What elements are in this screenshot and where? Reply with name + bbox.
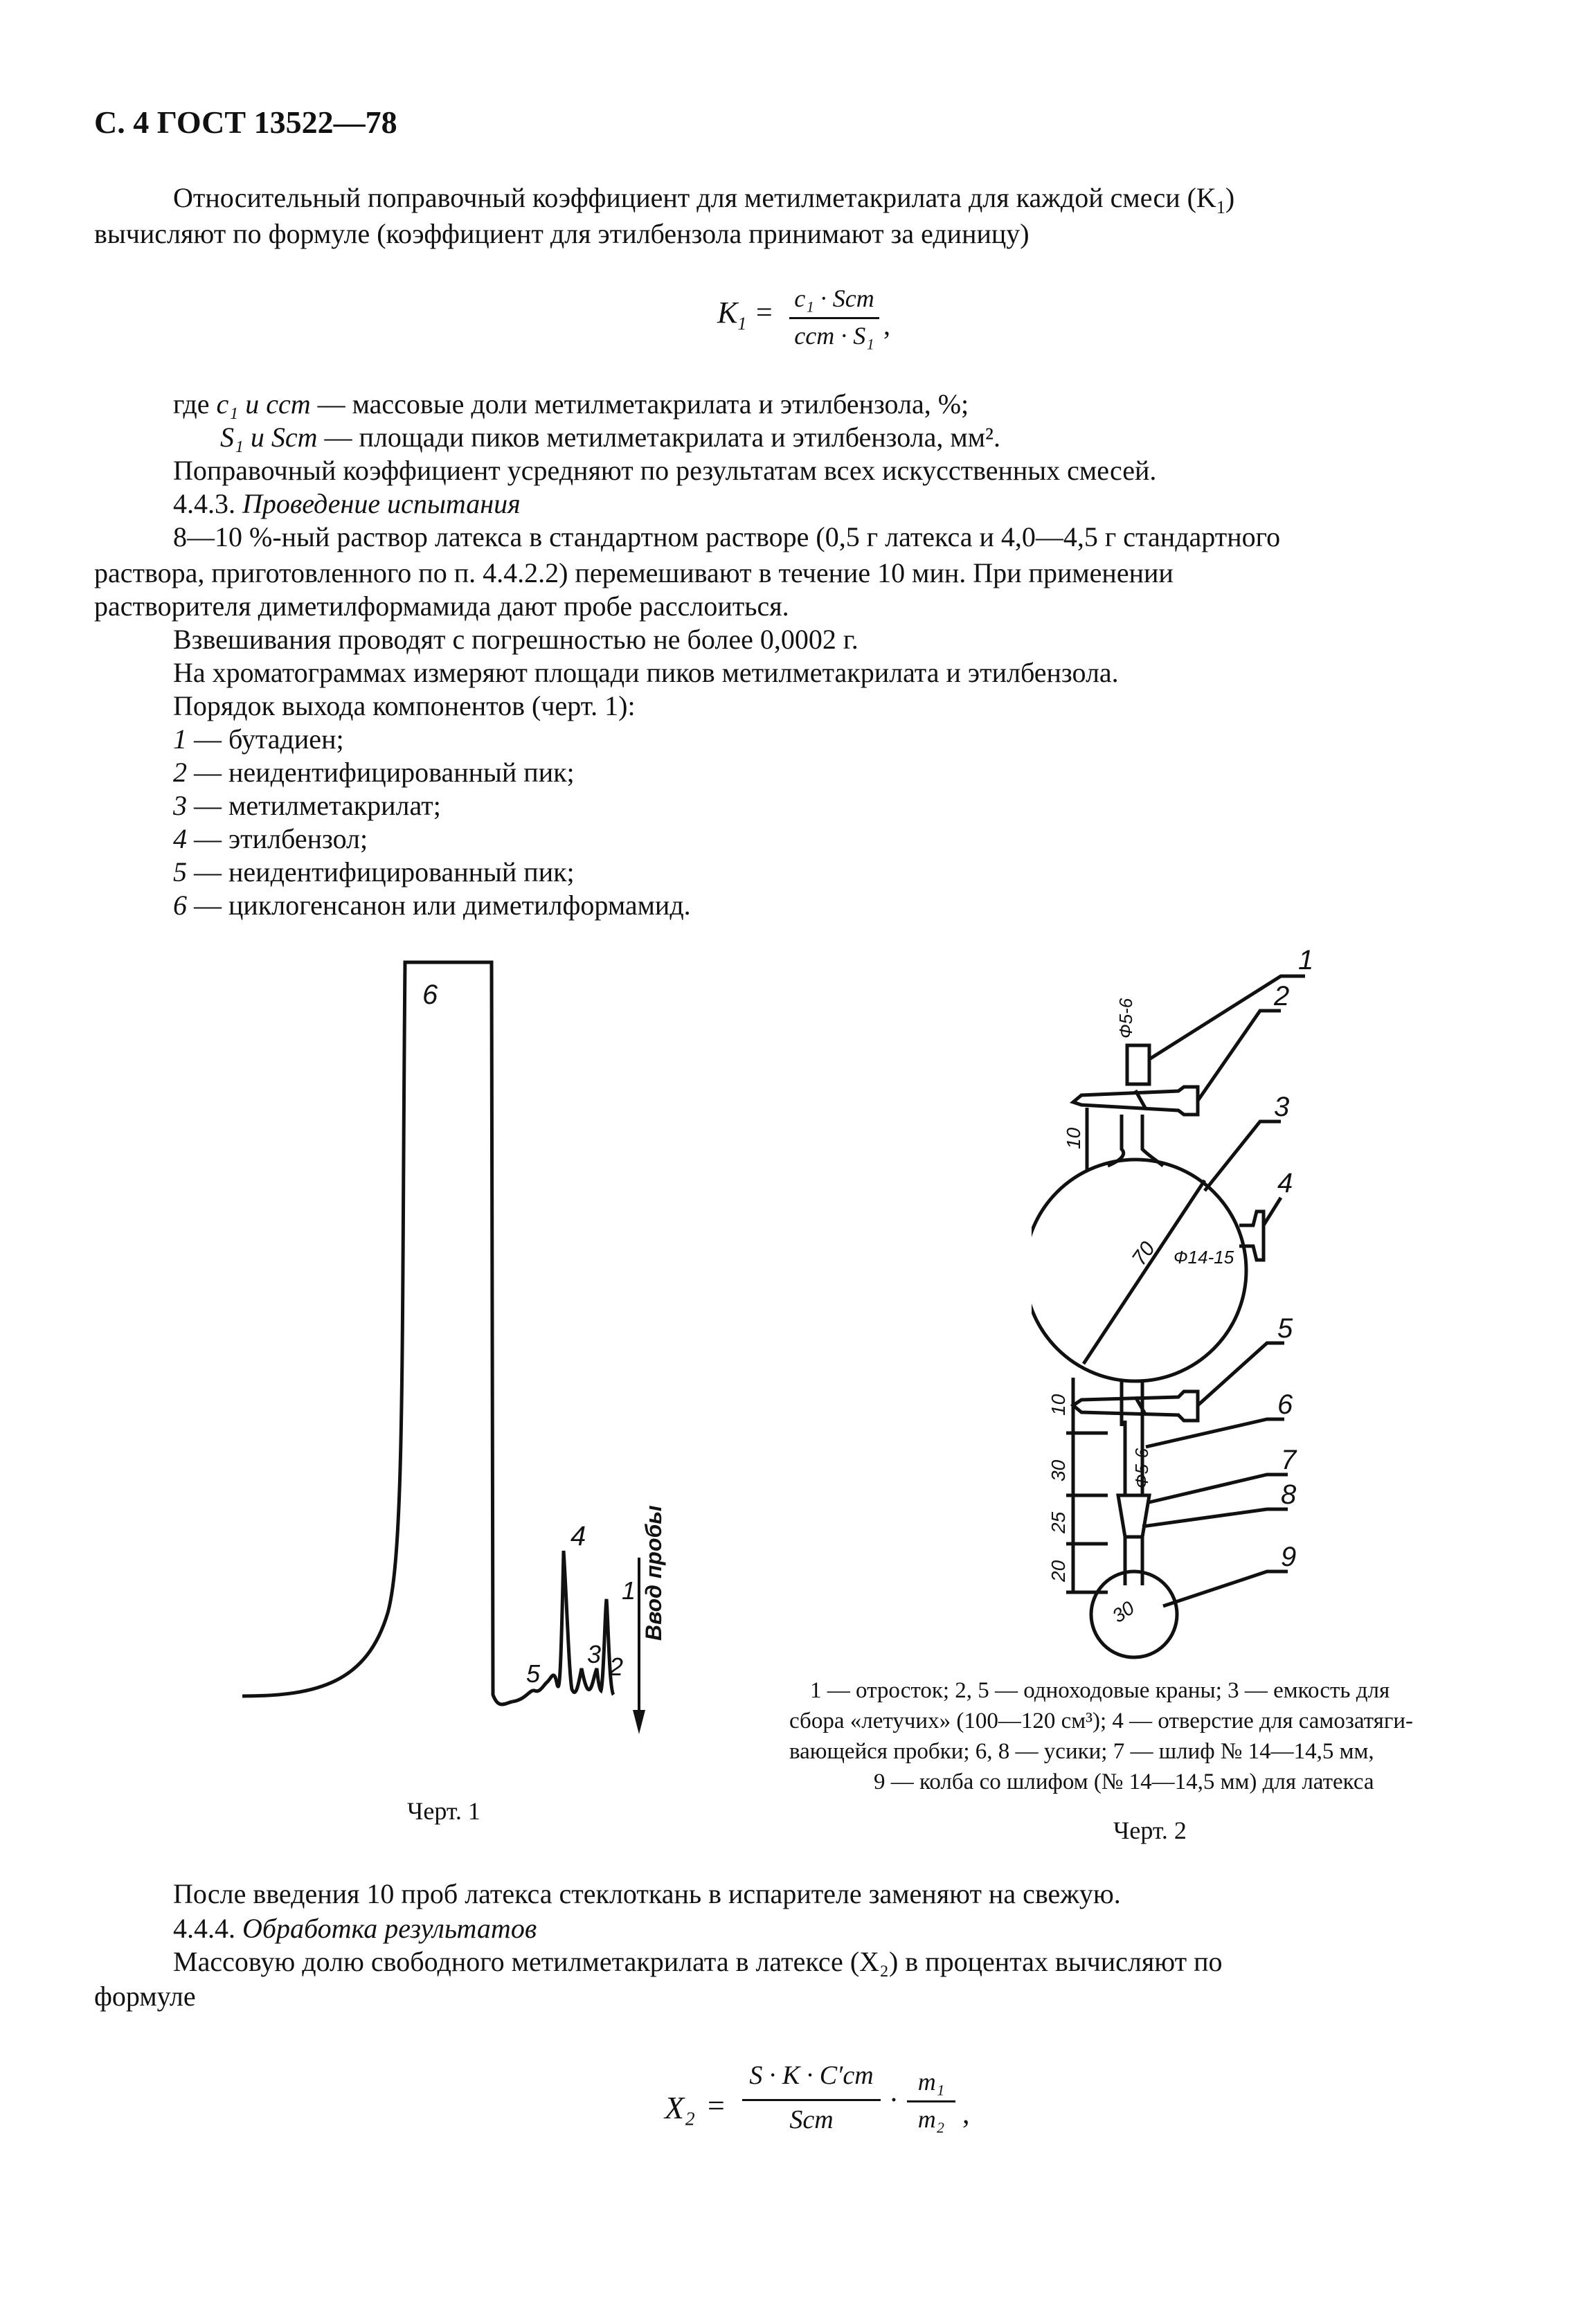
formula2-lhs: X₂ xyxy=(665,2090,696,2125)
dim-70-line xyxy=(1084,1180,1205,1364)
formula2-fraction-bar-2 xyxy=(907,2100,955,2102)
callout-6: 6 xyxy=(1277,1389,1293,1420)
leader-2 xyxy=(1198,1011,1281,1101)
dim-20-label: 20 xyxy=(1048,1560,1069,1582)
peak-4-label: 4 xyxy=(570,1521,586,1551)
callout-3: 3 xyxy=(1274,1092,1290,1122)
where-line-2 xyxy=(220,421,1000,454)
top-tube xyxy=(1127,1045,1149,1084)
formula1-fraction-bar xyxy=(789,317,879,319)
where-prefix: где xyxy=(173,388,210,420)
where-line-1 xyxy=(173,388,969,421)
component-item: 4 — этилбензол; xyxy=(173,823,368,854)
intro-line-2: вычисляют по формуле (коэффициент для этилбензола принимают за единицу) xyxy=(94,218,1030,249)
leader-9 xyxy=(1163,1571,1288,1606)
chromatogram-figure xyxy=(235,948,678,1751)
component-item: 6 — циклогенсанон или диметилформамид. xyxy=(173,890,691,921)
dim-phi-14-15: Ф14-15 xyxy=(1174,1247,1234,1268)
formula2-numerator-1: S · K · C′ст xyxy=(749,2061,874,2090)
dim-phi-5-6-lower: Ф5-6 xyxy=(1131,1448,1152,1488)
leader-3 xyxy=(1205,1122,1281,1191)
leader-6 xyxy=(1146,1419,1284,1447)
injection-label: Ввод пробы xyxy=(641,1505,666,1641)
avg-paragraph: Поправочный коэффициент усредняют по результатам всех искусственных смесей. xyxy=(173,455,1157,486)
leader-7 xyxy=(1149,1475,1288,1502)
side-port xyxy=(1239,1211,1264,1260)
callout-7: 7 xyxy=(1281,1445,1297,1475)
callout-4: 4 xyxy=(1277,1168,1293,1198)
callout-9: 9 xyxy=(1281,1542,1297,1572)
formula2-equals: = xyxy=(708,2089,725,2123)
mass-paragraph-line-1: Массовую долю свободного метилметакрилата в латексе (X₂) в процентах вычисляют по xyxy=(173,1946,1223,1977)
weigh-paragraph: Взвешивания проводят с погрешностью не более 0,0002 г. xyxy=(173,624,859,655)
glass-paragraph: После введения 10 проб латекса стеклоткань в испарителе заменяют на свежую. xyxy=(173,1878,1121,1909)
peak-6-label: 6 xyxy=(422,980,438,1010)
where-text-s: — площади пиков метилметакрилата и этилбензола, мм². xyxy=(324,422,1001,453)
figure-1-caption: Черт. 1 xyxy=(407,1797,480,1825)
figure-2-legend-line: 1 — отросток; 2, 5 — одноходовые краны; 3 — емкость для xyxy=(810,1678,1390,1703)
peak-1-label: 1 xyxy=(622,1576,636,1605)
figure-2-legend-line: вающейся пробки; 6, 8 — усики; 7 — шлиф № 14—14,5 мм, xyxy=(789,1739,1374,1764)
upper-neck-left xyxy=(1108,1115,1124,1166)
peak-6-trace xyxy=(242,962,512,1704)
figure-2-caption: Черт. 2 xyxy=(1113,1817,1187,1844)
intro-line-1-end: ) xyxy=(1225,182,1235,213)
formula2-denominator-1: Sст xyxy=(789,2105,834,2134)
formula2-denominator-2: m₂ xyxy=(917,2105,945,2133)
section-4-4-3-title: Проведение испытания xyxy=(242,488,521,519)
dim-10-top-label: 10 xyxy=(1063,1127,1084,1149)
collection-sphere xyxy=(1032,1160,1246,1381)
chrom-paragraph: На хроматограммах измеряют площади пиков метилметакрилата и этилбензола. xyxy=(173,657,1119,688)
formula2-dot: · xyxy=(889,2084,899,2116)
where-text-c: — массовые доли метилметакрилата и этилбензола, %; xyxy=(317,388,969,420)
upper-neck-right xyxy=(1142,1115,1163,1166)
section-4-4-4 xyxy=(173,1912,537,1945)
formula2-comma: , xyxy=(962,2098,970,2130)
where-vars-s: S₁ и Sст xyxy=(220,422,318,453)
ground-joint xyxy=(1118,1495,1149,1537)
callout-2: 2 xyxy=(1274,981,1290,1011)
section-4-4-4-number: 4.4.4. xyxy=(173,1913,235,1944)
component-item: 5 — неидентифицированный пик; xyxy=(173,856,575,888)
peak-3-label: 3 xyxy=(587,1640,602,1668)
section-4-4-4-title: Обработка результатов xyxy=(242,1913,537,1944)
test-paragraph-line-2: раствора, приготовленного по п. 4.4.2.2) перемешивают в течение 10 мин. При применении xyxy=(94,557,1174,588)
formula1-lhs: $K_1$ xyxy=(717,296,747,334)
dim-70-label: 70 xyxy=(1127,1237,1160,1270)
test-paragraph-line-3: растворителя диметилформамида дают пробе расслоиться. xyxy=(94,591,789,622)
component-item: 2 — неидентифицированный пик; xyxy=(173,757,575,788)
mass-paragraph-line-2: формуле xyxy=(94,1981,196,2012)
formula1-numerator: c₁ · Sст xyxy=(794,285,874,312)
dim-25-label: 25 xyxy=(1048,1511,1069,1533)
flask-neck xyxy=(1125,1537,1142,1585)
where-vars-c: c₁ и cст xyxy=(216,388,311,420)
injection-arrow-head xyxy=(633,1710,645,1734)
figure-2-legend-line: сбора «летучих» (100—120 см³); 4 — отверстие для самозатяги- xyxy=(789,1709,1414,1733)
callout-1: 1 xyxy=(1298,948,1314,975)
callout-8: 8 xyxy=(1281,1479,1297,1510)
component-item: 3 — метилметакрилат; xyxy=(173,790,441,821)
peak-2-label: 2 xyxy=(609,1652,624,1681)
page-header: С. 4 ГОСТ 13522—78 xyxy=(94,105,397,140)
order-paragraph: Порядок выхода компонентов (черт. 1): xyxy=(173,690,636,721)
section-4-4-3 xyxy=(173,487,521,521)
test-paragraph-line-1: 8—10 %-ный раствор латекса в стандартном растворе (0,5 г латекса и 4,0—4,5 г стандартного xyxy=(173,521,1281,552)
peak-5-label: 5 xyxy=(526,1659,541,1688)
formula2-fraction-bar-1 xyxy=(742,2099,881,2101)
leader-8 xyxy=(1142,1509,1288,1526)
intro-line-1-text: Относительный поправочный коэффициент для метилметакрилата для каждой смеси (K xyxy=(173,182,1216,213)
component-item: 1 — бутадиен; xyxy=(173,723,344,755)
formula1-comma: , xyxy=(883,309,890,341)
formula1-denominator: cст · S₁ xyxy=(794,322,874,350)
section-4-4-3-number: 4.4.3. xyxy=(173,488,235,519)
formula1-equals: = xyxy=(756,297,773,329)
apparatus-figure xyxy=(1032,948,1378,1682)
dim-30-flask-label: 30 xyxy=(1108,1596,1138,1627)
lower-stopcock xyxy=(1073,1391,1198,1421)
intro-k-subscript: 1 xyxy=(1216,197,1225,217)
figure-2-legend-line: 9 — колба со шлифом (№ 14—14,5 мм) для латекса xyxy=(874,1769,1374,1794)
dim-phi-5-6-top: Ф5-6 xyxy=(1115,998,1136,1038)
dim-30-label: 30 xyxy=(1048,1459,1069,1481)
leader-4 xyxy=(1264,1198,1281,1225)
dim-10-lower-label: 10 xyxy=(1048,1394,1069,1416)
formula2-numerator-2: m₁ xyxy=(917,2068,945,2096)
callout-5: 5 xyxy=(1277,1313,1293,1344)
